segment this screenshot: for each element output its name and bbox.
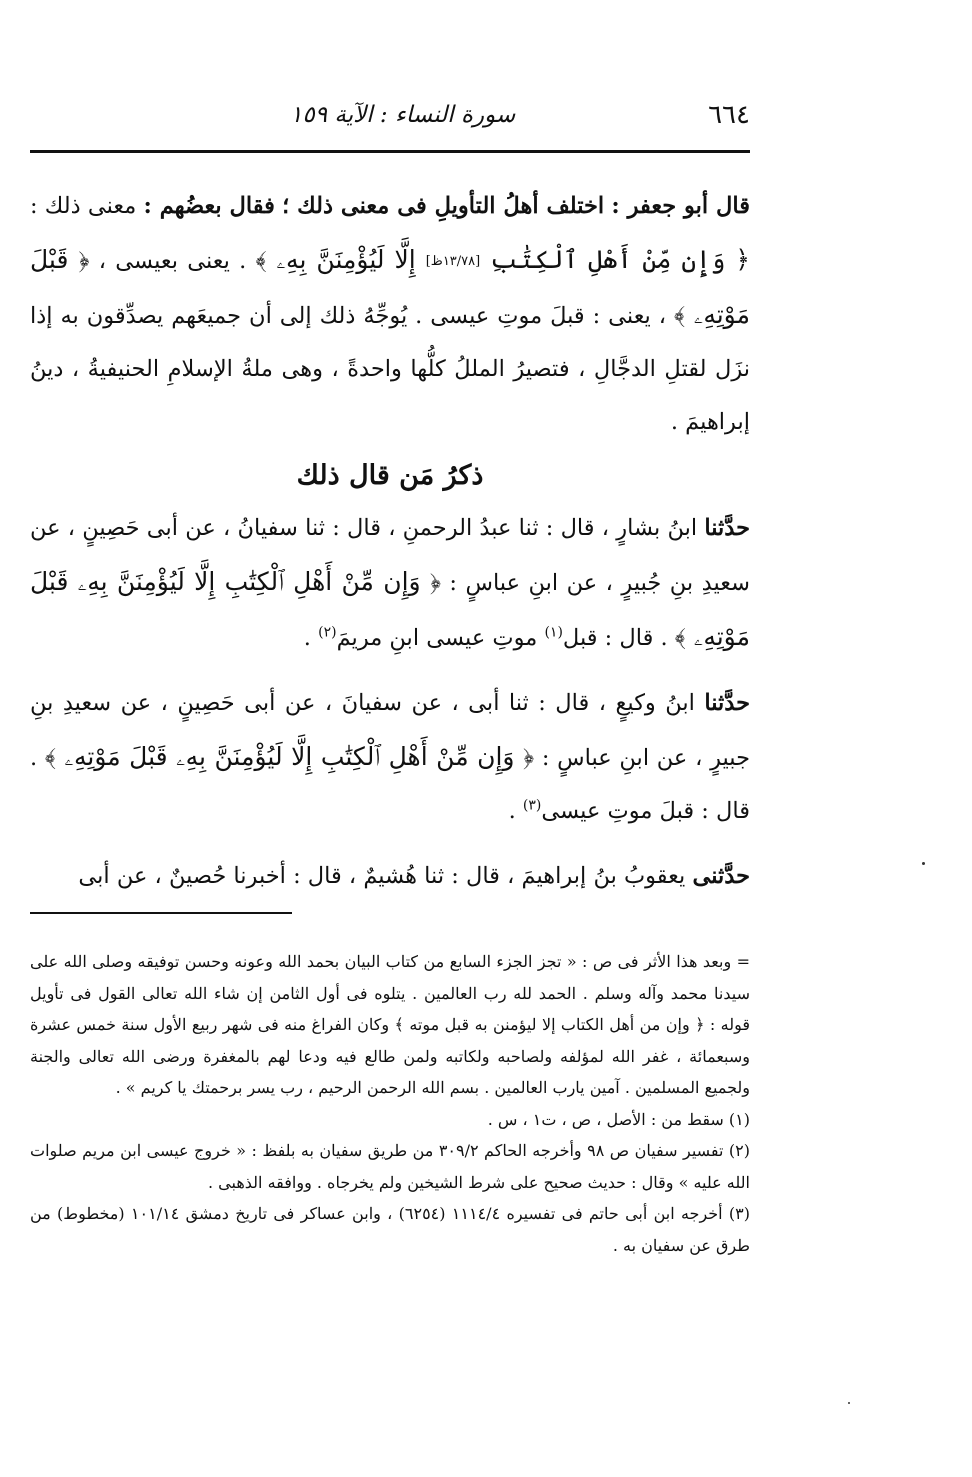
intro-text-4: ، يعنى : قبلَ موتِ عيسى . يُوجِّهُ ذلك إلى أن جميعَهم يصدِّقون به إذا نزَل لقتلِ الدجَّالِ ، فتصيرُ المللُ كلُّها واحدةً ، وهى ملةُ الإسلامِ الحنيفيةُ ، دينُ إبراهيمَ .	[30, 303, 750, 435]
narration-lead: حدَّثنا	[704, 515, 750, 541]
running-title: سورة النساء : الآية ١٥٩	[290, 102, 516, 128]
intro-text-1: اختلف أهلُ التأويلِ فى معنى ذلك ؛	[282, 193, 605, 219]
narration-lead: حدَّثنى	[692, 863, 750, 889]
book-page	[30, 0, 750, 1477]
quran-verse-cont: إِلَّا لَيُؤْمِنَنَّ بِهِۦ ﴾	[255, 245, 426, 274]
footnote-3: (٣) أخرجه ابن أبى حاتم فى تفسيره ١١١٤/٤ (٦٢٥٤) ، وابن عساكر فى تاريخ دمشق ١٠١/١٤ (مخطوط) من طرق عن سفيان به .	[30, 1204, 750, 1255]
narration-2	[30, 677, 750, 838]
running-header	[30, 100, 750, 140]
intro-bold-phrase: فقال بعضُهم :	[143, 193, 275, 219]
footnote-1: (١) سقط من : الأصل ، ص ، ت١ ، س .	[487, 1109, 750, 1129]
narration-end: .	[303, 625, 319, 651]
quran-verse-2: ﴿ قَبْلَ مَوْتِهِۦ ﴾	[30, 245, 750, 329]
narration-1	[30, 502, 750, 665]
manuscript-page-ref: [١٣/٧٨ظ]	[425, 254, 481, 269]
footnotes	[30, 946, 750, 1261]
narration-end: .	[508, 798, 523, 824]
main-text	[30, 180, 750, 903]
quran-verse: ﴿ وَإِن مِّنْ أَهْلِ ٱلْكِتَٰبِ	[480, 245, 751, 274]
narration-text: . قال : قبل	[562, 625, 668, 651]
quran-verse: ﴿ وَإِن مِّنْ أَهْلِ ٱلْكِتَٰبِ إِلَّا لَيُؤْمِنَنَّ بِهِۦ قَبْلَ مَوْتِهِۦ ﴾	[44, 742, 535, 771]
footnote-2: (٢) تفسير سفيان ص ٩٨ وأخرجه الحاكم ٣٠٩/٢ من طريق سفيان به بلفظ : « خروج عيسى ابن مريم صلوات الله عليه » وقال : حديث صحيح على شرط الشيخين ولم يخرجاه . ووافقه الذهبى .	[30, 1141, 751, 1192]
page-number: ٦٦٤	[708, 100, 750, 130]
footnote-rule	[30, 912, 292, 914]
footnote-continuation: = وبعد هذا الأثر فى ص : « تجز الجزء السابع من كتاب البيان بحمد الله وعونه وحسن توفيقه وصلى الله على سيدنا محمد وآله وسلم . الحمد لله رب العالمين . يتلوه فى أول الثامن إن شاء الله تعالى القول فى تأويل قوله : ﴿ وإن من أهل الكتاب إلا ليؤمنن به قبل موته ﴾ وكان الفراغ منه فى شهر ربيع الأول سنة خمس عشرة وسبعمائة ، غفر الله لمؤلفه ولصاحبه ولكاتبه ولمن طالع فيه ودعا لهم بالمغفرة ورضى الله تعالى والجنة ولجميع المسلمين . آمين يارب العالمين . بسم الله الرحمن الرحيم ، رب يسر برحمتك يا كريم » .	[30, 952, 751, 1097]
footnote-ref: (١)	[544, 624, 563, 641]
narration-text: موتِ عيسى ابنِ مريمَ	[336, 625, 545, 651]
quran-verse: ﴿ وَإِن مِّنْ أَهْلِ ٱلْكِتَٰبِ إِلَّا لَيُؤْمِنَنَّ بِهِۦ قَبْلَ مَوْتِهِۦ ﴾	[30, 567, 750, 651]
intro-paragraph	[30, 180, 750, 449]
intro-text-3: . يعنى بعيسى ،	[98, 248, 247, 274]
narration-chain: ابنُ وكيعٍ ، قال : ثنا أبى ، عن سفيانَ ، عن أبى حَصِينٍ ، عن سعيدِ بنِ جبيرٍ ، عن ابنِ عباسٍ :	[30, 690, 750, 771]
narration-lead: حدَّثنا	[704, 690, 750, 716]
footnote-ref: (٣)	[522, 797, 542, 814]
intro-text-2: معنى ذلك :	[30, 193, 137, 219]
narration-3	[30, 850, 750, 903]
scan-speck	[848, 1402, 850, 1404]
narration-chain: ابنُ بشارٍ ، قال : ثنا عبدُ الرحمنِ ، قال : ثنا سفيانُ ، عن أبى حَصِينٍ ، عن سعيدِ بنِ جُبيرٍ ، عن ابنِ عباسٍ :	[30, 515, 750, 596]
narration-chain: يعقوبُ بنُ إبراهيمَ ، قال : ثنا هُشيمٌ ، قال : أخبرنا حُصينٌ ، عن أبى	[78, 863, 686, 889]
narration-text: . قال : قبلَ موتِ عيسى	[30, 745, 750, 824]
intro-speaker: قال أبو جعفر :	[611, 193, 751, 219]
scan-speck	[922, 862, 925, 865]
section-heading: ذكرُ مَن قال ذلك	[296, 460, 484, 491]
footnote-ref: (٢)	[318, 624, 337, 641]
header-rule	[30, 150, 750, 153]
